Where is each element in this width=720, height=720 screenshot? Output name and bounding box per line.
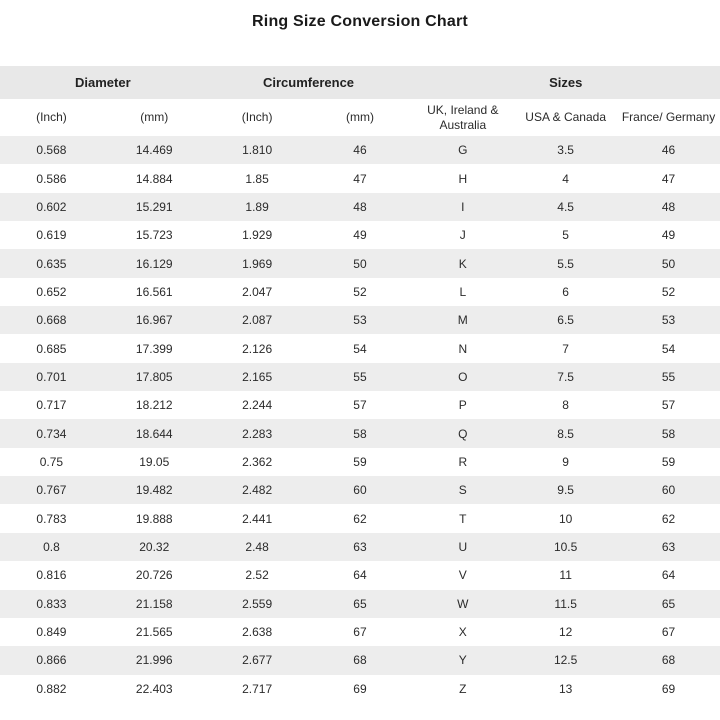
table-cell: K <box>411 249 514 277</box>
table-cell: 19.482 <box>103 476 206 504</box>
table-cell: 57 <box>617 391 720 419</box>
table-cell: 63 <box>309 533 412 561</box>
table-cell: 6 <box>514 278 617 306</box>
table-body <box>0 136 720 703</box>
table-cell: 4 <box>514 164 617 192</box>
table-cell: 64 <box>617 561 720 589</box>
table-cell: 0.619 <box>0 221 103 249</box>
table-cell: 1.85 <box>206 164 309 192</box>
table-cell: 0.568 <box>0 136 103 164</box>
table-cell: 59 <box>309 448 412 476</box>
table-cell: 0.882 <box>0 675 103 703</box>
table-row <box>0 448 720 476</box>
table-cell: 1.929 <box>206 221 309 249</box>
table-cell: 2.165 <box>206 363 309 391</box>
table-cell: 0.8 <box>0 533 103 561</box>
table-cell: 62 <box>617 504 720 532</box>
table-cell: 46 <box>617 136 720 164</box>
table-cell: 2.638 <box>206 618 309 646</box>
table-cell: 2.047 <box>206 278 309 306</box>
ring-size-conversion-table <box>0 66 720 703</box>
table-cell: 19.05 <box>103 448 206 476</box>
table-cell: 13 <box>514 675 617 703</box>
table-cell: 18.644 <box>103 419 206 447</box>
table-cell: 16.129 <box>103 249 206 277</box>
table-cell: Y <box>411 646 514 674</box>
table-cell: P <box>411 391 514 419</box>
column-header: (Inch) <box>206 99 309 136</box>
table-cell: 3.5 <box>514 136 617 164</box>
column-header: USA & Canada <box>514 99 617 136</box>
table-row <box>0 675 720 703</box>
group-header-row <box>0 66 720 99</box>
table-cell: 2.717 <box>206 675 309 703</box>
table-cell: 2.126 <box>206 334 309 362</box>
table-row <box>0 363 720 391</box>
table-cell: 53 <box>309 306 412 334</box>
table-cell: 54 <box>309 334 412 362</box>
table-cell: R <box>411 448 514 476</box>
table-cell: Z <box>411 675 514 703</box>
table-cell: T <box>411 504 514 532</box>
table-cell: 47 <box>617 164 720 192</box>
table-cell: 1.810 <box>206 136 309 164</box>
table-row <box>0 136 720 164</box>
table-cell: 0.75 <box>0 448 103 476</box>
table-cell: 7.5 <box>514 363 617 391</box>
table-cell: 2.244 <box>206 391 309 419</box>
table-cell: 65 <box>617 590 720 618</box>
table-row <box>0 561 720 589</box>
table-row <box>0 334 720 362</box>
table-cell: 0.849 <box>0 618 103 646</box>
table-cell: 47 <box>309 164 412 192</box>
table-row <box>0 193 720 221</box>
table-cell: 55 <box>617 363 720 391</box>
table-cell: 2.677 <box>206 646 309 674</box>
table-cell: 0.586 <box>0 164 103 192</box>
table-cell: 2.362 <box>206 448 309 476</box>
table-cell: 2.087 <box>206 306 309 334</box>
table-cell: 17.399 <box>103 334 206 362</box>
table-row <box>0 476 720 504</box>
table-cell: 48 <box>617 193 720 221</box>
table-cell: U <box>411 533 514 561</box>
table-cell: 2.52 <box>206 561 309 589</box>
table-cell: 16.561 <box>103 278 206 306</box>
table-cell: 58 <box>617 419 720 447</box>
table-cell: 17.805 <box>103 363 206 391</box>
table-cell: 2.441 <box>206 504 309 532</box>
table-cell: 20.726 <box>103 561 206 589</box>
table-cell: 2.559 <box>206 590 309 618</box>
table-cell: 68 <box>309 646 412 674</box>
table-cell: 22.403 <box>103 675 206 703</box>
table-cell: 60 <box>617 476 720 504</box>
table-cell: 9 <box>514 448 617 476</box>
table-cell: H <box>411 164 514 192</box>
table-cell: 55 <box>309 363 412 391</box>
table-cell: 64 <box>309 561 412 589</box>
table-cell: 67 <box>617 618 720 646</box>
table-cell: 18.212 <box>103 391 206 419</box>
table-cell: 0.652 <box>0 278 103 306</box>
table-cell: 58 <box>309 419 412 447</box>
table-row <box>0 419 720 447</box>
table-cell: 53 <box>617 306 720 334</box>
table-cell: 10.5 <box>514 533 617 561</box>
table-cell: 21.565 <box>103 618 206 646</box>
table-cell: 2.482 <box>206 476 309 504</box>
table-cell: 8 <box>514 391 617 419</box>
table-cell: 68 <box>617 646 720 674</box>
column-header: UK, Ireland & Australia <box>411 99 514 136</box>
table-cell: X <box>411 618 514 646</box>
table-cell: S <box>411 476 514 504</box>
table-cell: 2.48 <box>206 533 309 561</box>
table-cell: M <box>411 306 514 334</box>
table-cell: 12 <box>514 618 617 646</box>
table-cell: 0.717 <box>0 391 103 419</box>
table-cell: 65 <box>309 590 412 618</box>
table-cell: 0.767 <box>0 476 103 504</box>
table-cell: 67 <box>309 618 412 646</box>
column-header: (mm) <box>309 99 412 136</box>
table-cell: O <box>411 363 514 391</box>
table-cell: Q <box>411 419 514 447</box>
table-cell: 69 <box>309 675 412 703</box>
table-cell: 0.635 <box>0 249 103 277</box>
group-header-diameter: Diameter <box>0 66 206 99</box>
table-cell: 62 <box>309 504 412 532</box>
table-row <box>0 164 720 192</box>
table-row <box>0 278 720 306</box>
table-cell: 49 <box>617 221 720 249</box>
table-cell: 19.888 <box>103 504 206 532</box>
column-header: (Inch) <box>0 99 103 136</box>
table-cell: 9.5 <box>514 476 617 504</box>
table-cell: 11.5 <box>514 590 617 618</box>
column-header: (mm) <box>103 99 206 136</box>
table-row <box>0 249 720 277</box>
table-cell: 6.5 <box>514 306 617 334</box>
table-cell: 0.816 <box>0 561 103 589</box>
table-cell: N <box>411 334 514 362</box>
table-cell: J <box>411 221 514 249</box>
table-row <box>0 618 720 646</box>
table-cell: 0.701 <box>0 363 103 391</box>
table-cell: 14.469 <box>103 136 206 164</box>
table-cell: 16.967 <box>103 306 206 334</box>
table-cell: 48 <box>309 193 412 221</box>
table-cell: 59 <box>617 448 720 476</box>
table-row <box>0 533 720 561</box>
table-cell: 63 <box>617 533 720 561</box>
table-cell: 21.158 <box>103 590 206 618</box>
table-cell: 0.783 <box>0 504 103 532</box>
table-cell: 60 <box>309 476 412 504</box>
table-cell: 0.833 <box>0 590 103 618</box>
table-cell: 10 <box>514 504 617 532</box>
table-cell: 52 <box>309 278 412 306</box>
table-cell: 50 <box>309 249 412 277</box>
table-cell: W <box>411 590 514 618</box>
table-cell: 52 <box>617 278 720 306</box>
table-cell: I <box>411 193 514 221</box>
table-cell: 20.32 <box>103 533 206 561</box>
group-header-circumference: Circumference <box>206 66 412 99</box>
table-cell: 15.291 <box>103 193 206 221</box>
table-row <box>0 391 720 419</box>
table-cell: 4.5 <box>514 193 617 221</box>
table-row <box>0 590 720 618</box>
table-cell: 8.5 <box>514 419 617 447</box>
table-cell: 1.89 <box>206 193 309 221</box>
table-cell: 14.884 <box>103 164 206 192</box>
table-cell: 15.723 <box>103 221 206 249</box>
table-header <box>0 66 720 136</box>
table-row <box>0 646 720 674</box>
table-cell: 5 <box>514 221 617 249</box>
table-cell: 5.5 <box>514 249 617 277</box>
table-cell: 1.969 <box>206 249 309 277</box>
table-row <box>0 306 720 334</box>
group-header-sizes: Sizes <box>411 66 720 99</box>
table-cell: 12.5 <box>514 646 617 674</box>
table-cell: 0.734 <box>0 419 103 447</box>
table-cell: 0.668 <box>0 306 103 334</box>
column-header: France/ Germany <box>617 99 720 136</box>
table-cell: 54 <box>617 334 720 362</box>
table-cell: 57 <box>309 391 412 419</box>
table-cell: 0.866 <box>0 646 103 674</box>
table-cell: 50 <box>617 249 720 277</box>
table-cell: 0.602 <box>0 193 103 221</box>
table-cell: 69 <box>617 675 720 703</box>
table-cell: 2.283 <box>206 419 309 447</box>
table-cell: L <box>411 278 514 306</box>
table-cell: 11 <box>514 561 617 589</box>
page-title: Ring Size Conversion Chart <box>252 13 468 30</box>
table-row <box>0 221 720 249</box>
table-cell: 49 <box>309 221 412 249</box>
table-cell: V <box>411 561 514 589</box>
table-cell: 21.996 <box>103 646 206 674</box>
table-cell: G <box>411 136 514 164</box>
column-header-row <box>0 99 720 136</box>
table-cell: 0.685 <box>0 334 103 362</box>
table-cell: 7 <box>514 334 617 362</box>
table-row <box>0 504 720 532</box>
table-cell: 46 <box>309 136 412 164</box>
